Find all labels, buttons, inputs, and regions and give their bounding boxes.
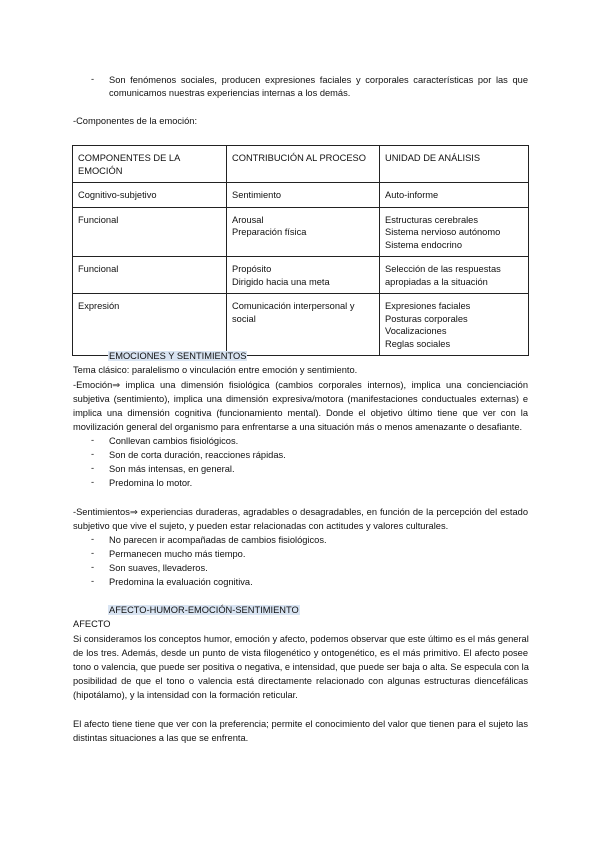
cell-line: Propósito [232,264,272,274]
table-row [73,207,529,257]
table-header-cell: COMPONENTES DE LA EMOCIÓN [73,146,227,183]
list-item: Predomina lo motor. [109,478,193,488]
list-item: Son suaves, llevaderos. [109,563,208,573]
affect-paragraph-line: El afecto tiene tiene que ver con la preferencia; permite el conocimiento del valor que tienen para el sujeto las [73,719,528,729]
bullet-dash: - [91,548,95,558]
table-row [73,183,529,208]
affect-paragraph-line: distintas situaciones a las que se enfrenta. [73,733,249,743]
bullet-dash: - [91,435,95,445]
emotion-paragraph-line: subjetiva (sentimiento), implica una dimensión expresiva/motora (manifestaciones conductuales externas) e [73,394,528,404]
emotion-paragraph-line: -Emoción⇒ implica una dimensión fisiológica (cambios corporales internos), implica una concienciación [73,380,528,390]
bullet-dash: - [91,449,95,459]
bullet-dash: - [91,576,95,586]
cell-line: Auto-informe [385,190,439,200]
table-header-row [73,146,529,183]
affect-paragraph-line: tono o valencia, que puede ser positiva o negativa, e intensidad, que puede ser baja o alta. Se especula con la [73,662,529,672]
section-title-emotions [108,351,247,361]
bullet-dash: - [91,534,95,544]
table-header-cell: CONTRIBUCIÓN AL PROCESO [227,146,380,183]
table-cell-contribution [227,183,380,208]
table-cell-component: Expresión [73,294,227,356]
bullet-dash: - [91,477,95,487]
table-cell-unit [380,294,529,356]
affect-paragraph-line: de los tres. Además, desde un punto de vista filogenético y ontogenético, es el más primitivo. El afecto posee [73,648,528,658]
table-cell-component: Funcional [73,207,227,257]
affect-paragraph-line: posibilidad de que el tono o valencia está directamente relacionado con algunas estructuras diencefálicas [73,676,528,686]
section-title-text: AFECTO-HUMOR-EMOCIÓN-SENTIMIENTO [109,605,299,615]
cell-line: Comunicación interpersonal y [232,301,355,311]
cell-line: social [232,313,256,324]
bullet-dash: - [91,74,95,84]
list-item: Son más intensas, en general. [109,464,235,474]
affect-subtitle: AFECTO [73,619,111,629]
cell-line: Estructuras cerebrales [385,214,479,225]
section-title-affect [108,605,300,615]
feeling-paragraph-line: subjetivo que vive el sujeto, y pueden estar relacionadas con actitudes y valores culturales. [73,521,449,531]
list-item: No parecen ir acompañadas de cambios fisiológicos. [109,535,327,545]
table-cell-contribution [227,207,380,257]
table-cell-contribution [227,294,380,356]
table-cell-component: Funcional [73,257,227,294]
emotion-paragraph-line: movilización general del organismo para enfrentarse a una situación más o menos amenazante o desafiante. [73,422,523,432]
section-title-text: EMOCIONES Y SENTIMIENTOS [109,351,247,361]
components-heading: -Componentes de la emoción: [73,116,198,126]
components-table [72,145,529,356]
cell-line: Preparación física [232,227,307,237]
cell-line: Selección de las respuestas [385,264,501,274]
list-item: Son de corta duración, reacciones rápidas. [109,450,286,460]
table-cell-unit [380,207,529,257]
intro-bullet-line-2: comunicamos nuestras experiencias internas a los demás. [109,88,351,98]
feeling-paragraph-line: -Sentimientos⇒ experiencias duraderas, agradables o desagradables, en función de la percepción del estado [73,507,528,517]
table-cell-unit [380,257,529,294]
bullet-dash: - [91,562,95,572]
classic-theme: Tema clásico: paralelismo o vinculación entre emoción y sentimiento. [73,365,358,375]
cell-line: Sistema nervioso autónomo [385,227,501,237]
table-cell-unit [380,183,529,208]
cell-line: Expresiones faciales [385,301,471,311]
cell-line: Posturas corporales [385,313,468,324]
table-row [73,294,529,356]
cell-line: apropiadas a la situación [385,276,488,287]
cell-line: Vocalizaciones [385,326,447,336]
list-item: Conllevan cambios fisiológicos. [109,436,239,446]
cell-line: Sentimiento [232,190,282,200]
list-item: Permanecen mucho más tiempo. [109,549,246,559]
cell-line: Arousal [232,214,264,225]
affect-paragraph-line: Si consideramos los conceptos humor, emoción y afecto, podemos observar que este último es el más general [73,634,529,644]
cell-line: Sistema endocrino [385,239,462,250]
table-row [73,257,529,294]
intro-bullet-line-1: Son fenómenos sociales, producen expresiones faciales y corporales características por las que [109,75,528,85]
affect-paragraph-line: (hipotálamo), y la intensidad con la formación reticular. [73,690,298,700]
emotion-paragraph-line: implica una dimensión cognitiva (funcionamiento mental). Donde el objetivo último tiene que ver con la [73,408,528,418]
bullet-dash: - [91,463,95,473]
table-cell-contribution [227,257,380,294]
table-header-cell: UNIDAD DE ANÁLISIS [380,146,529,183]
list-item: Predomina la evaluación cognitiva. [109,577,253,587]
cell-line: Reglas sociales [385,338,451,349]
table-cell-component: Cognitivo-subjetivo [73,183,227,208]
cell-line: Dirigido hacia una meta [232,276,330,287]
